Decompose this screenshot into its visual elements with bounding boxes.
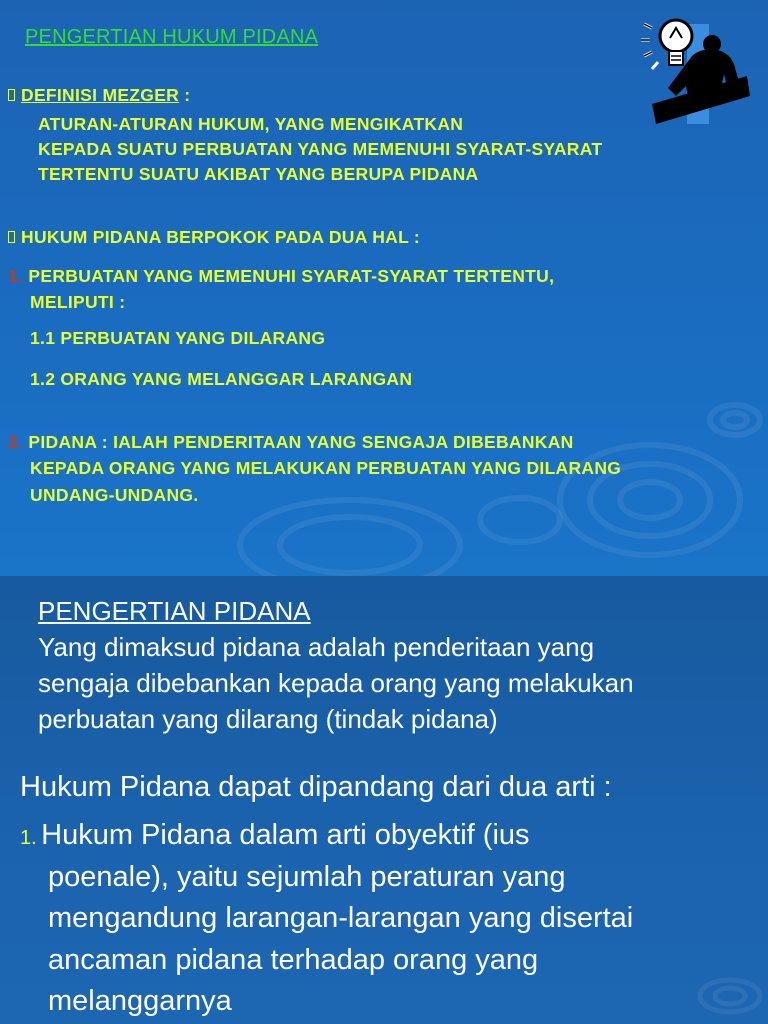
point1-line-1 [8,266,554,287]
item1-line-5: melanggarnya [48,985,232,1017]
point1-number: 1. [8,266,24,286]
slide2-paragraph-line-1: Yang dimaksud pidana adalah penderitaan yang [38,632,595,662]
point1-text-1: PERBUATAN YANG MEMENUHI SYARAT-SYARAT TERTENTU, [28,266,555,286]
lightbulb-man-icon [632,6,750,128]
item1-text-1: Hukum Pidana dalam arti obyektif (ius [41,819,530,851]
square-bullet-icon [8,231,15,243]
point2-line-2: KEPADA ORANG YANG MELAKUKAN PERBUATAN YANG DILARANG [30,458,622,478]
slide2-title: PENGERTIAN PIDANA [38,596,311,626]
item1-line-3: mengandung larangan-larangan yang disertai [48,902,634,934]
square-bullet-icon [8,89,15,101]
point1-line-2: MELIPUTI : [30,292,126,312]
slide2-paragraph-line-2: sengaja dibebankan kepada orang yang melakukan [38,668,634,698]
definisi-label: DEFINISI MEZGER [21,85,180,105]
point2-text-1: PIDANA : IALAH PENDERITAAN YANG SENGAJA DIBEBANKAN [28,432,574,452]
item1-line-1 [20,819,530,852]
item1-number: 1. [20,827,37,849]
point1-sub-1: 1.1 PERBUATAN YANG DILARANG [30,328,326,348]
point1-sub-2: 1.2 ORANG YANG MELANGGAR LARANGAN [30,369,413,389]
slide2-heading: Hukum Pidana dapat dipandang dari dua arti : [20,771,612,803]
definisi-line-1: ATURAN-ATURAN HUKUM, YANG MENGIKATKAN [38,114,464,134]
definisi-colon: : [179,85,191,105]
item1-line-4: ancaman pidana terhadap orang yang [48,944,539,976]
berpokok-heading [8,227,420,248]
point2-line-1 [8,432,574,453]
definisi-line-3: TERTENTU SUATU AKIBAT YANG BERUPA PIDANA [38,164,479,184]
definisi-heading [8,85,190,106]
berpokok-text: HUKUM PIDANA BERPOKOK PADA DUA HAL : [21,227,421,247]
definisi-line-2: KEPADA SUATU PERBUATAN YANG MEMENUHI SYARAT-SYARAT [38,139,603,159]
slide1-title: PENGERTIAN HUKUM PIDANA [25,26,319,48]
slide2-paragraph-line-3: perbuatan yang dilarang (tindak pidana) [38,704,498,734]
point2-number: 2. [8,432,24,452]
point2-line-3: UNDANG-UNDANG. [30,485,199,505]
item1-line-2: poenale), yaitu sejumlah peraturan yang [48,861,566,893]
